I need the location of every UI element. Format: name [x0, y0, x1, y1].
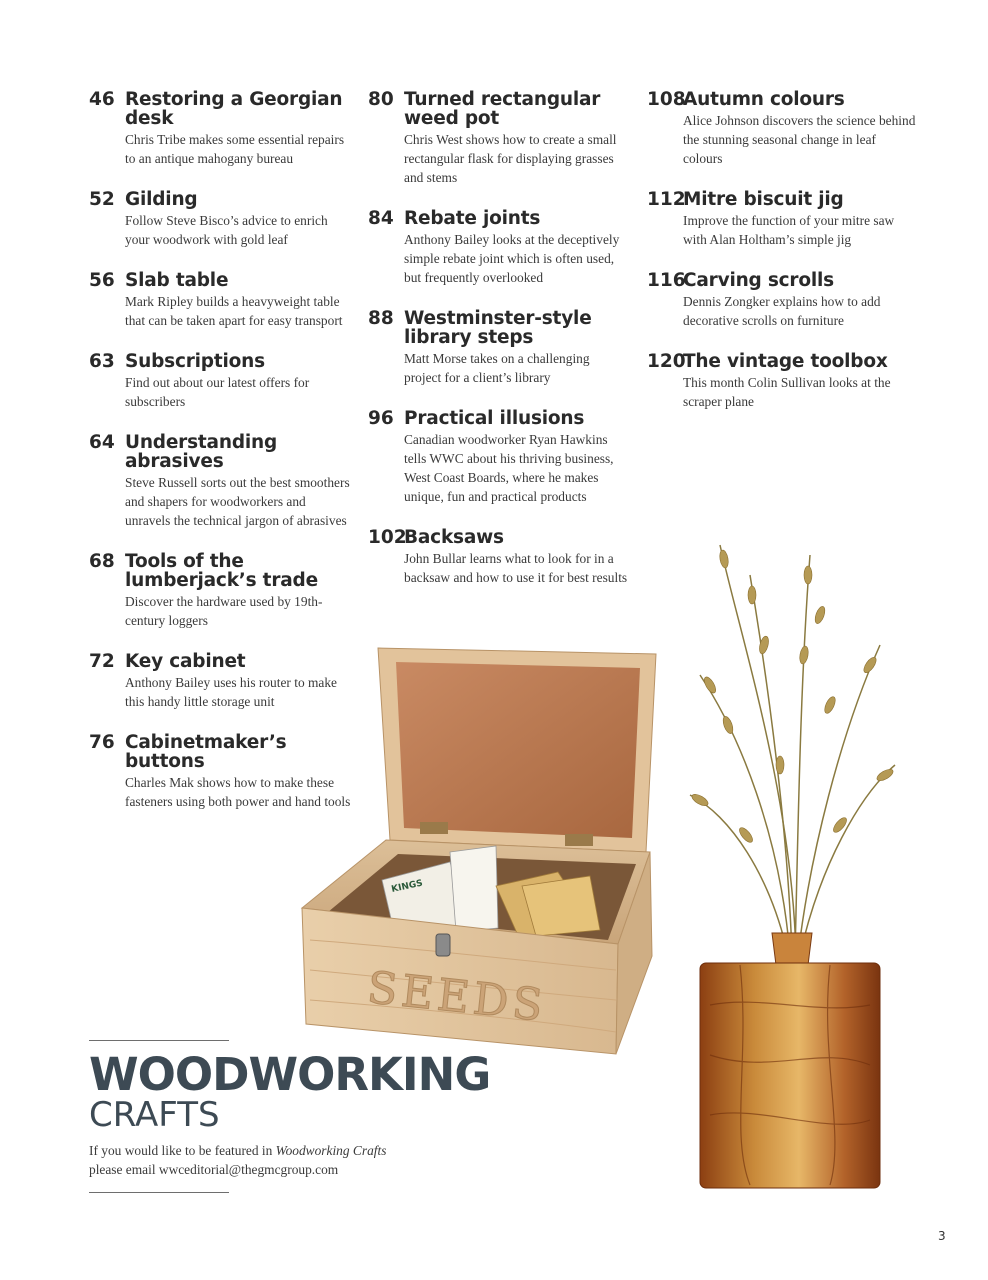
entry-page-number: 102: [368, 527, 407, 548]
contents-entry: [647, 90, 917, 168]
entry-description: Dennis Zongker explains how to add decorative scrolls on furniture: [683, 294, 881, 328]
contents-column-3: [647, 90, 917, 433]
contents-entry: [368, 90, 630, 187]
entry-page-number: 116: [647, 270, 686, 291]
entry-page-number: 112: [647, 189, 686, 210]
contents-entry: [368, 209, 630, 287]
entry-title: Understanding abrasives: [125, 432, 278, 472]
contents-entry: [647, 352, 917, 411]
entry-description: Discover the hardware used by 19th-century loggers: [125, 594, 323, 628]
entry-title: Mitre biscuit jig: [683, 189, 844, 210]
entry-page-number: 120: [647, 351, 686, 372]
entry-title: Practical illusions: [404, 408, 585, 429]
entry-title: Backsaws: [404, 527, 504, 548]
contents-entry: [368, 309, 630, 387]
contents-entry: [89, 190, 351, 249]
contents-entry: [368, 528, 630, 587]
entry-title: Carving scrolls: [683, 270, 834, 291]
entry-title: Rebate joints: [404, 208, 541, 229]
contents-entry: [89, 271, 351, 330]
entry-page-number: 64: [89, 432, 115, 453]
contents-entry: [368, 409, 630, 506]
entry-title: Subscriptions: [125, 351, 265, 372]
weed-pot-photo: [680, 535, 910, 1200]
contents-entry: [647, 271, 917, 330]
brand-subtitle: CRAFTS: [89, 1095, 220, 1135]
contact-info: [89, 1141, 449, 1179]
entry-description: Steve Russell sorts out the best smoothers and shapers for woodworkers and unravels the technical jargon of abrasives: [125, 475, 350, 528]
packet-label: KINGS: [390, 878, 424, 895]
entry-page-number: 80: [368, 89, 394, 110]
masthead-rule-bottom: [89, 1192, 229, 1193]
contents-entry: [89, 90, 351, 168]
contact-email-line: please email wwceditorial@thegmcgroup.com: [89, 1162, 339, 1177]
entry-description: Matt Morse takes on a challenging project for a client’s library: [404, 351, 590, 385]
brand-title: WOODWORKING: [89, 1048, 491, 1101]
contact-magazine-name: Woodworking Crafts: [275, 1143, 387, 1158]
entry-description: Chris Tribe makes some essential repairs to an antique mahogany bureau: [125, 132, 345, 166]
entry-page-number: 96: [368, 408, 394, 429]
entry-description: Canadian woodworker Ryan Hawkins tells WWC about his thriving business, West Coast Boards, where he makes unique, fun and practical products: [404, 432, 614, 504]
entry-description: Chris West shows how to create a small rectangular flask for displaying grasses and stems: [404, 132, 617, 185]
entry-title: The vintage toolbox: [683, 351, 888, 372]
entry-title: Restoring a Georgian desk: [125, 89, 343, 129]
entry-description: Mark Ripley builds a heavyweight table that can be taken apart for easy transport: [125, 294, 343, 328]
page-number: 3: [938, 1229, 946, 1243]
masthead-rule-top: [89, 1040, 229, 1041]
contact-prefix: If you would like to be featured in: [89, 1143, 276, 1158]
contents-column-2: [368, 90, 630, 609]
seed-box-photo: [300, 640, 660, 1060]
entry-page-number: 76: [89, 732, 115, 753]
entry-description: Find out about our latest offers for subscribers: [125, 375, 310, 409]
entry-page-number: 88: [368, 308, 394, 329]
entry-description: Anthony Bailey uses his router to make this handy little storage unit: [125, 675, 337, 709]
entry-title: Westminster-style library steps: [404, 308, 592, 348]
entry-page-number: 72: [89, 651, 115, 672]
entry-page-number: 68: [89, 551, 115, 572]
entry-page-number: 63: [89, 351, 115, 372]
contents-entry: [647, 190, 917, 249]
entry-description: Improve the function of your mitre saw with Alan Holtham’s simple jig: [683, 213, 895, 247]
entry-description: Follow Steve Bisco’s advice to enrich your woodwork with gold leaf: [125, 213, 328, 247]
entry-title: Autumn colours: [683, 89, 845, 110]
contents-entry: [89, 433, 351, 530]
seeds-carved-text: SEEDS: [364, 962, 550, 1032]
entry-title: Turned rectangular weed pot: [404, 89, 601, 129]
entry-page-number: 108: [647, 89, 686, 110]
contents-entry: [89, 352, 351, 411]
entry-description: Anthony Bailey looks at the deceptively simple rebate joint which is often used, but frequently overlooked: [404, 232, 620, 285]
entry-description: Charles Mak shows how to make these fasteners using both power and hand tools: [125, 775, 351, 809]
entry-title: Tools of the lumberjack’s trade: [125, 551, 318, 591]
entry-page-number: 56: [89, 270, 115, 291]
contents-entry: [89, 552, 351, 630]
entry-page-number: 52: [89, 189, 115, 210]
entry-title: Cabinetmaker’s buttons: [125, 732, 287, 772]
entry-description: Alice Johnson discovers the science behind the stunning seasonal change in leaf colours: [683, 113, 916, 166]
entry-description: This month Colin Sullivan looks at the scraper plane: [683, 375, 891, 409]
entry-description: John Bullar learns what to look for in a backsaw and how to use it for best results: [404, 551, 628, 585]
entry-page-number: 46: [89, 89, 115, 110]
entry-title: Slab table: [125, 270, 229, 291]
entry-page-number: 84: [368, 208, 394, 229]
entry-title: Key cabinet: [125, 651, 246, 672]
entry-title: Gilding: [125, 189, 198, 210]
